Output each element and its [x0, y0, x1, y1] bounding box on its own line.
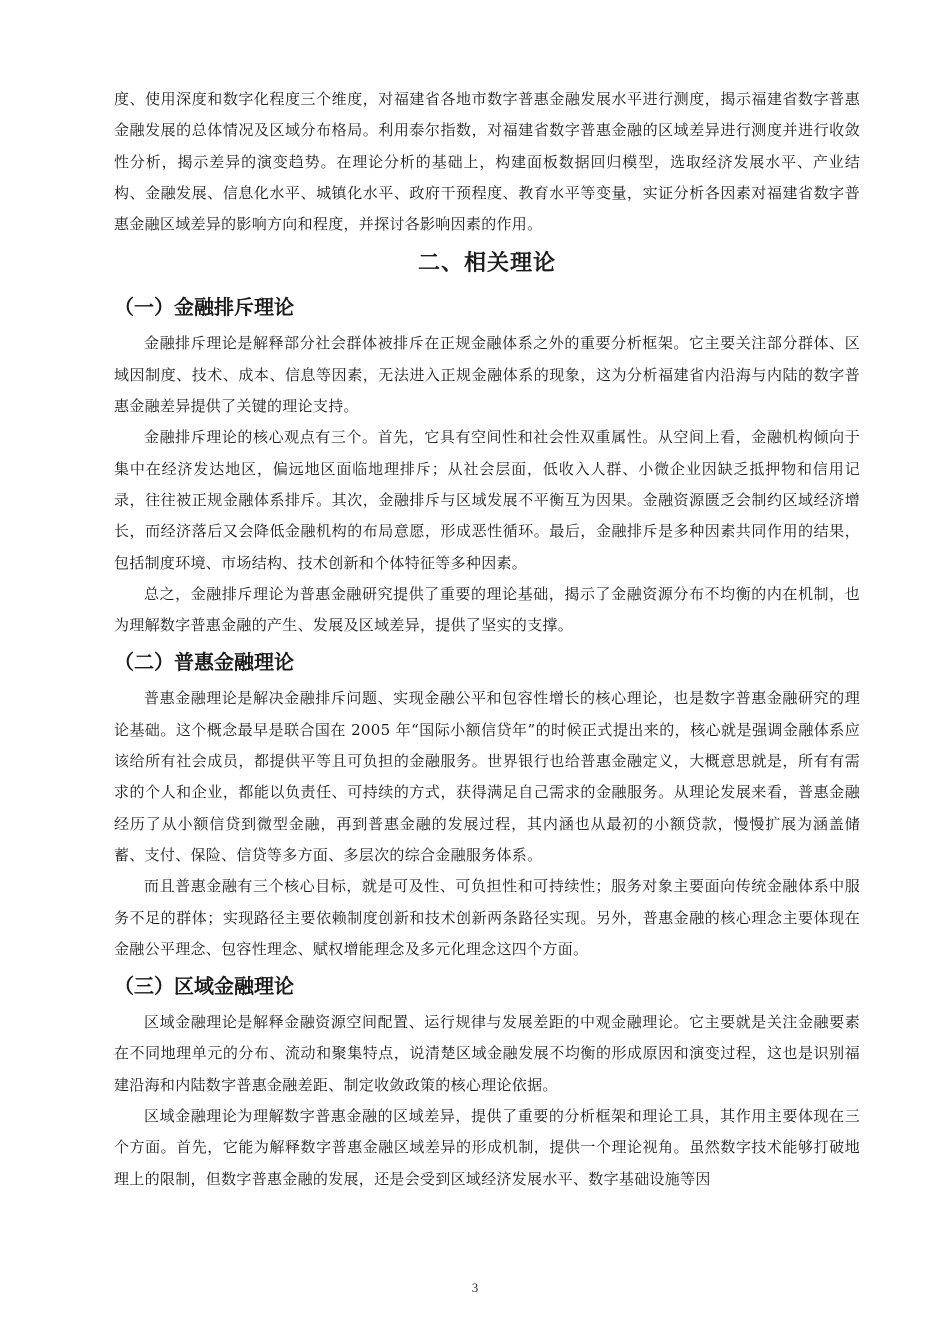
body-paragraph: 总之，金融排斥理论为普惠金融研究提供了重要的理论基础，揭示了金融资源分布不均衡的内在机制，也为理解数字普惠金融的产生、发展及区域差异，提供了坚实的支撑。	[114, 584, 860, 635]
body-paragraph: 区域金融理论是解释金融资源空间配置、运行规律与发展差距的中观金融理论。它主要就是关注金融要素在不同地理单元的分布、流动和聚集特点，说清楚区域金融发展不均衡的形成原因和演变过程，这也是识别福建沿海和内陆数字普惠金融差距、制定收敛政策的核心理论依据。	[114, 1013, 860, 1094]
intro-paragraph: 度、使用深度和数字化程度三个维度，对福建省各地市数字普惠金融发展水平进行测度，揭示福建省数字普惠金融发展的总体情况及区域分布格局。利用泰尔指数，对福建省数字普惠金融的区域差异进行测度并进行收敛性分析，揭示差异的演变趋势。在理论分析的基础上，构建面板数据回归模型，选取经济发展水平、产业结构、金融发展、信息化水平、城镇化水平、政府干预程度、教育水平等变量，实证分析各因素对福建省数字普惠金融区域差异的影响方向和程度，并探讨各影响因素的作用。	[114, 90, 860, 234]
body-paragraph: 普惠金融理论是解决金融排斥问题、实现金融公平和包容性增长的核心理论，也是数字普惠金融研究的理论基础。这个概念最早是联合国在 2005 年“国际小额信贷年”的时候正式提出来的，核心就是强调金融体系应该给所有社会成员，都提供平等且可负担的金融服务。世界银行也给普惠金融定义，大概意思就是，所有有需求的个人和企业，都能以负责任、可持续的方式，获得满足自己需求的金融服务。从理论发展来看，普惠金融经历了从小额信贷到微型金融，再到普惠金融的发展过程，其内涵也从最初的小额贷款，慢慢扩展为涵盖储蓄、支付、保险、信贷等多方面、多层次的综合金融服务体系。	[114, 689, 860, 864]
body-paragraph: 金融排斥理论的核心观点有三个。首先，它具有空间性和社会性双重属性。从空间上看，金融机构倾向于集中在经济发达地区，偏远地区面临地理排斥；从社会层面，低收入人群、小微企业因缺乏抵押物和信用记录，往往被正规金融体系排斥。其次，金融排斥与区域发展不平衡互为因果。金融资源匮乏会制约区域经济增长，而经济落后又会降低金融机构的布局意愿，形成恶性循环。最后，金融排斥是多种因素共同作用的结果，包括制度环境、市场结构、技术创新和个体特征等多种因素。	[114, 428, 860, 572]
document-body	[114, 84, 860, 1195]
page-number: 3	[471, 1280, 479, 1295]
body-paragraph: 区域金融理论为理解数字普惠金融的区域差异，提供了重要的分析框架和理论工具，其作用主要体现在三个方面。首先，它能为解释数字普惠金融区域差异的形成机制，提供一个理论视角。虽然数字技术能够打破地理上的限制，但数字普惠金融的发展，还是会受到区域经济发展水平、数字基础设施等因	[114, 1107, 860, 1188]
subsection-title-regional-finance: （三）区域金融理论	[114, 974, 294, 999]
subsection-title-inclusive-finance: （二）普惠金融理论	[114, 650, 294, 675]
subsection-title-financial-exclusion: （一）金融排斥理论	[114, 295, 294, 320]
body-paragraph: 金融排斥理论是解释部分社会群体被排斥在正规金融体系之外的重要分析框架。它主要关注部分群体、区域因制度、技术、成本、信息等因素，无法进入正规金融体系的现象，这为分析福建省内沿海与内陆的数字普惠金融差异提供了关键的理论支持。	[114, 334, 860, 416]
section-title: 二、相关理论	[417, 251, 556, 277]
body-paragraph: 而且普惠金融有三个核心目标，就是可及性、可负担性和可持续性；服务对象主要面向传统金融体系中服务不足的群体；实现路径主要依赖制度创新和技术创新两条路径实现。另外，普惠金融的核心理念主要体现在金融公平理念、包容性理念、赋权增能理念及多元化理念这四个方面。	[114, 877, 860, 958]
